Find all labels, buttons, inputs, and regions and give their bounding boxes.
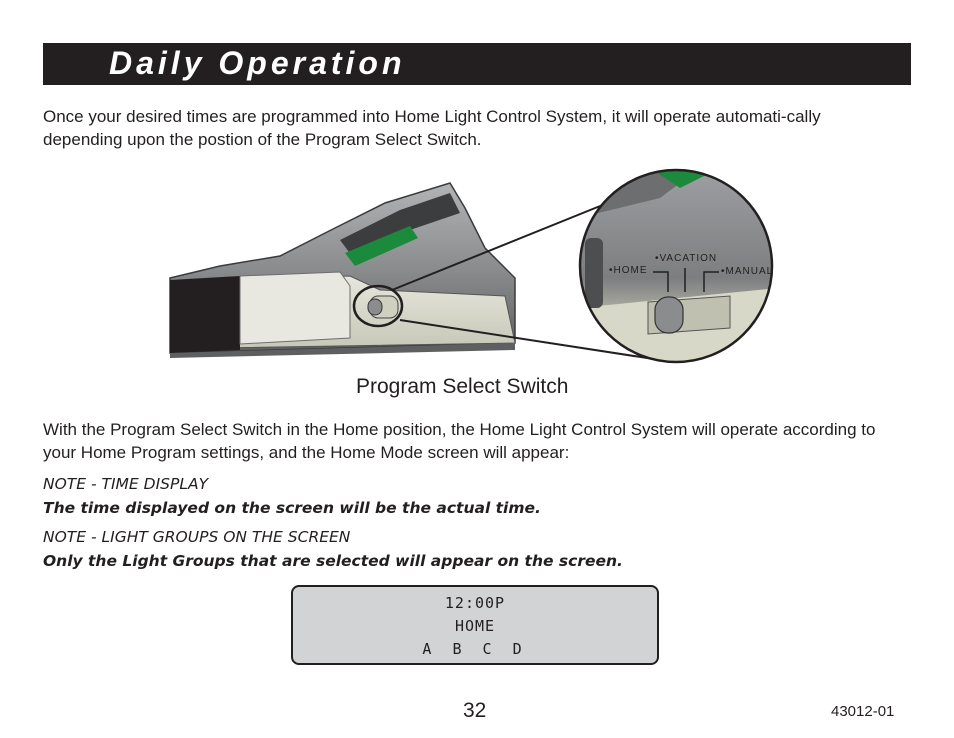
- note-text: Only the Light Groups that are selected will appear on the screen.: [43, 552, 623, 570]
- program-select-switch-icon: [368, 299, 382, 315]
- switch-knob-icon: [655, 297, 683, 333]
- note-title: NOTE - LIGHT GROUPS ON THE SCREEN: [43, 528, 351, 546]
- intro-paragraph: Once your desired times are programmed into Home Light Control System, it will operate automati-cally depending upon the postion of the Program Select Switch.: [43, 107, 821, 149]
- lcd-time: 12:00P: [444, 594, 506, 612]
- switch-label-vacation: •VACATION: [655, 253, 718, 264]
- zoom-detail-circle: [578, 168, 778, 368]
- page-title: Daily Operation: [109, 45, 406, 81]
- illustration-caption: Program Select Switch: [356, 375, 569, 398]
- device-body: [170, 183, 515, 358]
- switch-label-home: •HOME: [609, 265, 648, 276]
- document-code: 43012-01: [831, 703, 895, 720]
- home-mode-paragraph: With the Program Select Switch in the Home position, the Home Light Control System will operate according to your Home Program settings, and the Home Mode screen will appear:: [43, 420, 876, 462]
- lcd-mode: HOME: [454, 617, 496, 635]
- note-title: NOTE - TIME DISPLAY: [43, 475, 209, 493]
- note-text: The time displayed on the screen will be the actual time.: [43, 499, 541, 517]
- lcd-light-groups: A B C D: [422, 640, 528, 658]
- section-header-bar: [43, 43, 911, 85]
- device-illustration: [160, 168, 800, 368]
- page-number: 32: [463, 699, 487, 722]
- switch-label-manual: •MANUAL: [721, 266, 774, 277]
- lcd-screen: [291, 585, 659, 665]
